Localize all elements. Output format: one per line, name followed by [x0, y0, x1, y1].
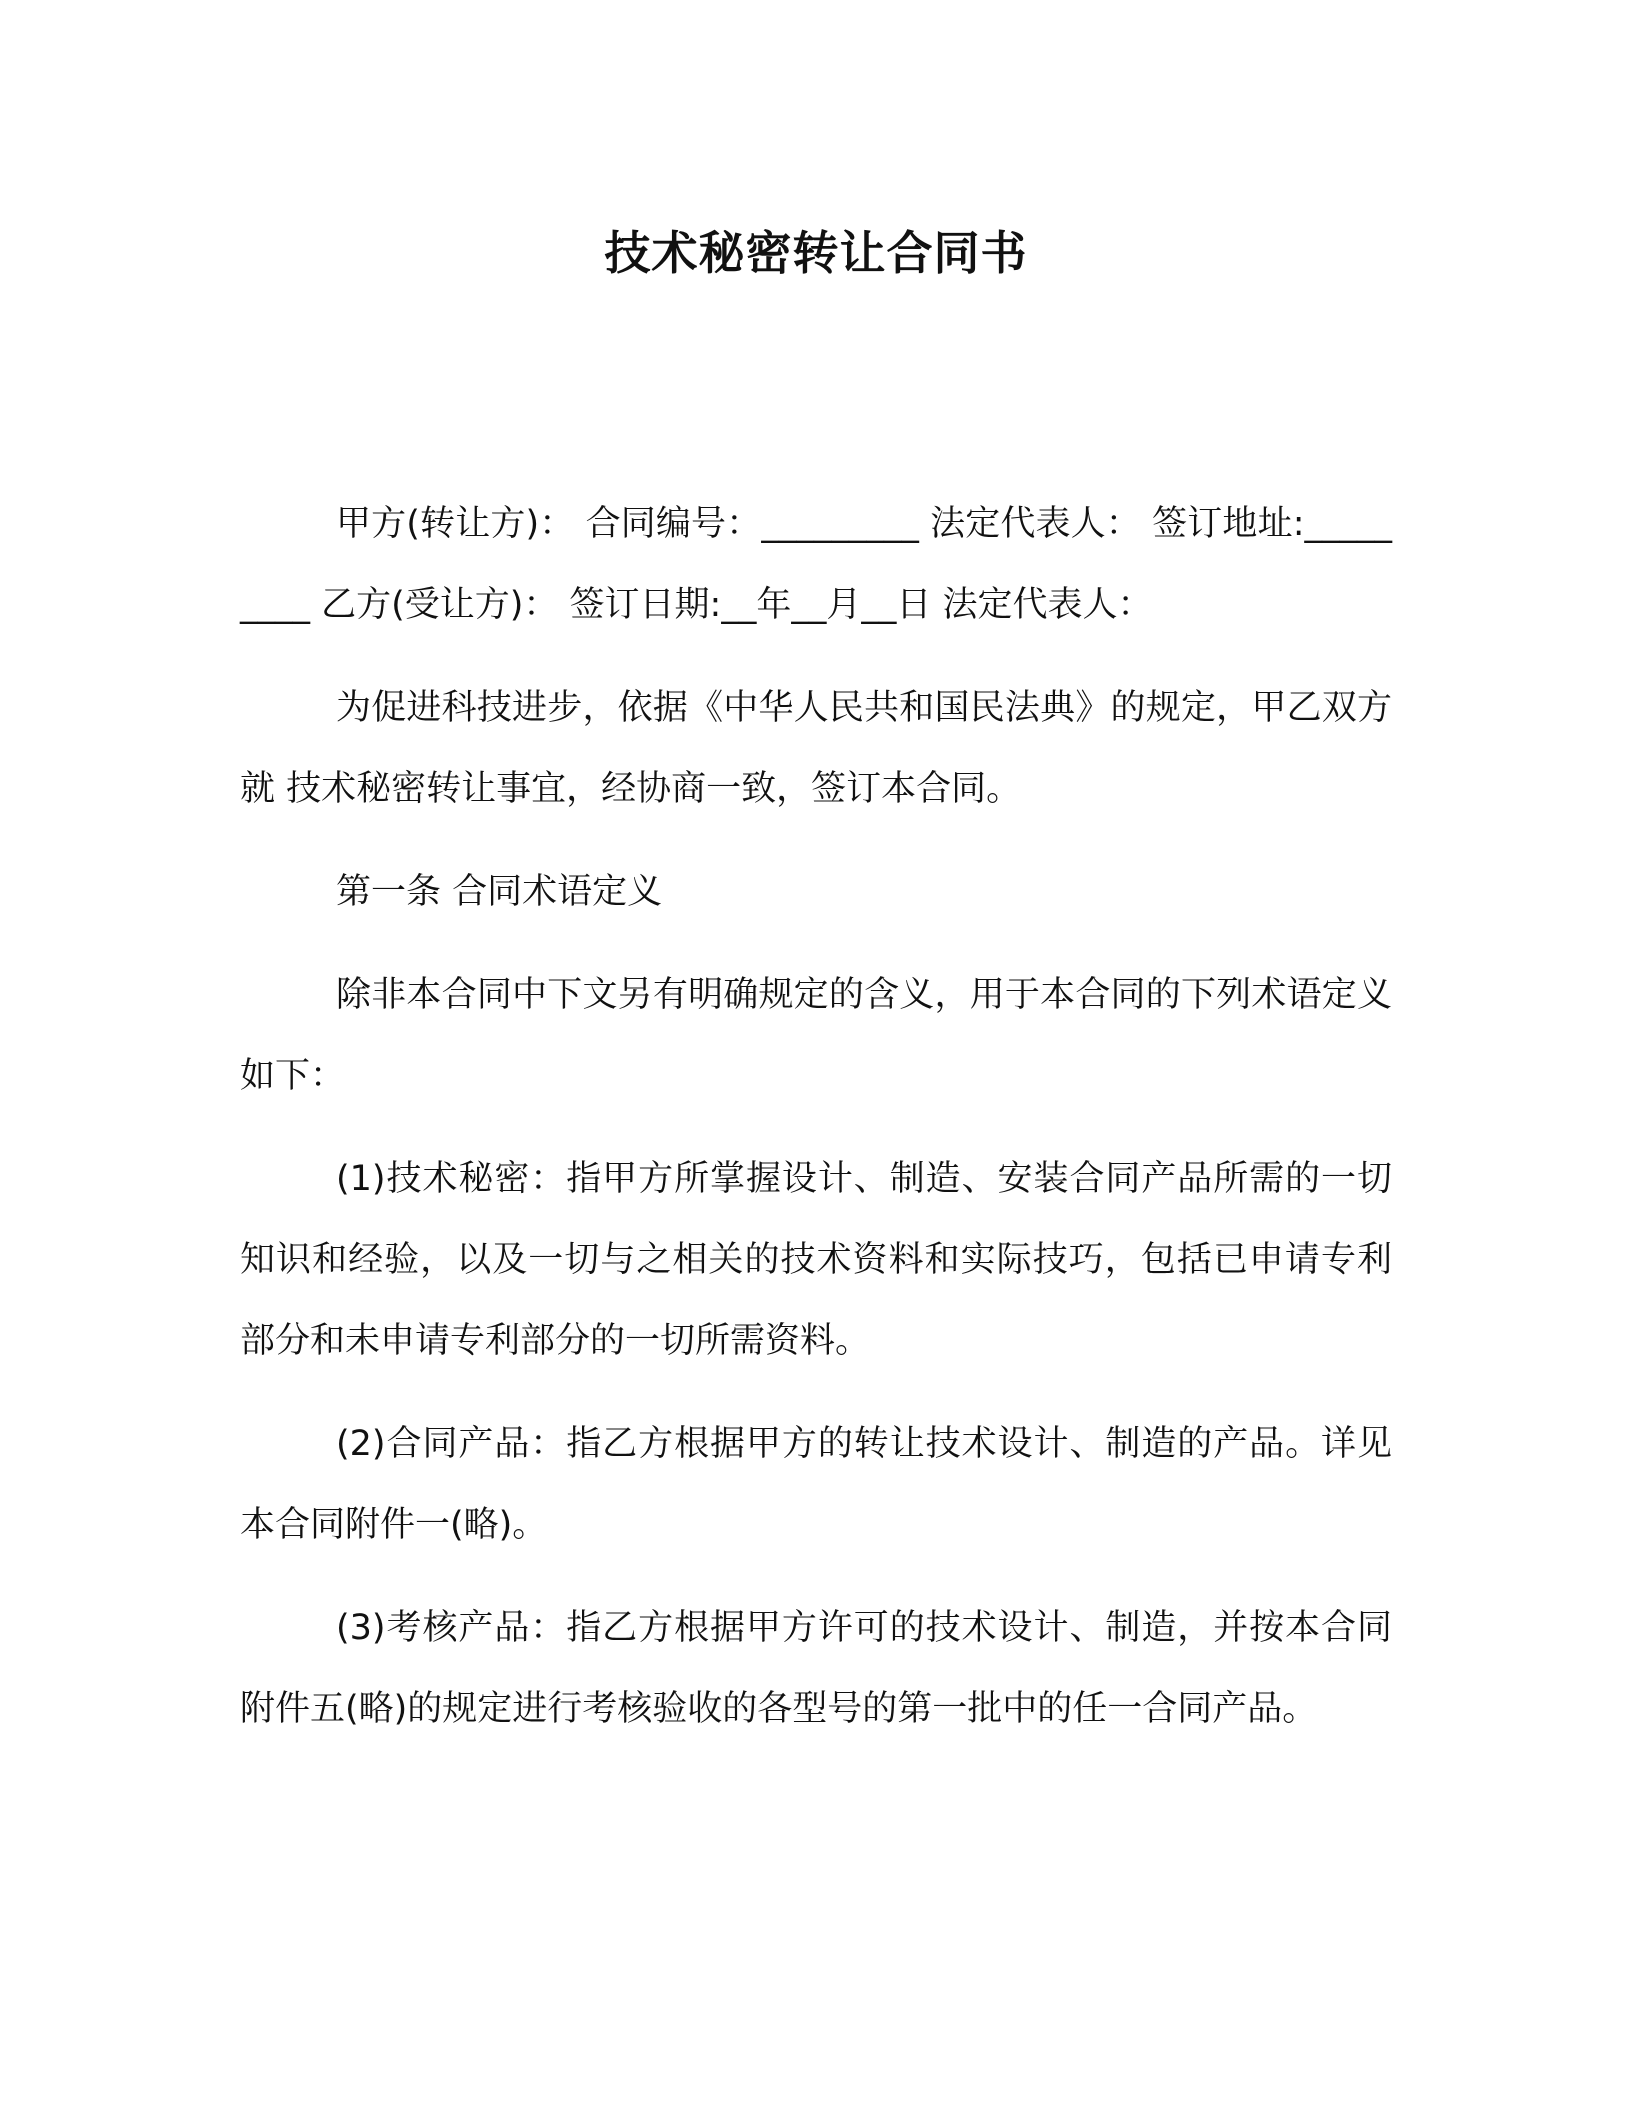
document-title: 技术秘密转让合同书	[604, 226, 1028, 280]
definition-item-1: (1)技术秘密：指甲方所掌握设计、制造、安装合同产品所需的一切知识和经验，以及一切与之相关的技术资料和实际技巧，包括已申请专利部分和未申请专利部分的一切所需资料。	[240, 1159, 1392, 1361]
definition-item-3: (3)考核产品：指乙方根据甲方许可的技术设计、制造，并按本合同附件五(略)的规定进行考核验收的各型号的第一批中的任一合同产品。	[240, 1608, 1392, 1729]
document-body	[240, 484, 1392, 1772]
parties-info-paragraph: 甲方(转让方)： 合同编号：_________ 法定代表人： 签订地址:_________ 乙方(受让方)： 签订日期:__年__月__日 法定代表人：	[240, 504, 1392, 625]
article-heading: 第一条 合同术语定义	[336, 872, 663, 912]
preamble-paragraph: 为促进科技进步，依据《中华人民共和国民法典》的规定，甲乙双方就 技术秘密转让事宜，经协商一致，签订本合同。	[240, 688, 1392, 809]
definition-item-2: (2)合同产品：指乙方根据甲方的转让技术设计、制造的产品。详见本合同附件一(略)。	[240, 1424, 1392, 1545]
definitions-intro-paragraph: 除非本合同中下文另有明确规定的含义，用于本合同的下列术语定义如下：	[240, 975, 1392, 1096]
